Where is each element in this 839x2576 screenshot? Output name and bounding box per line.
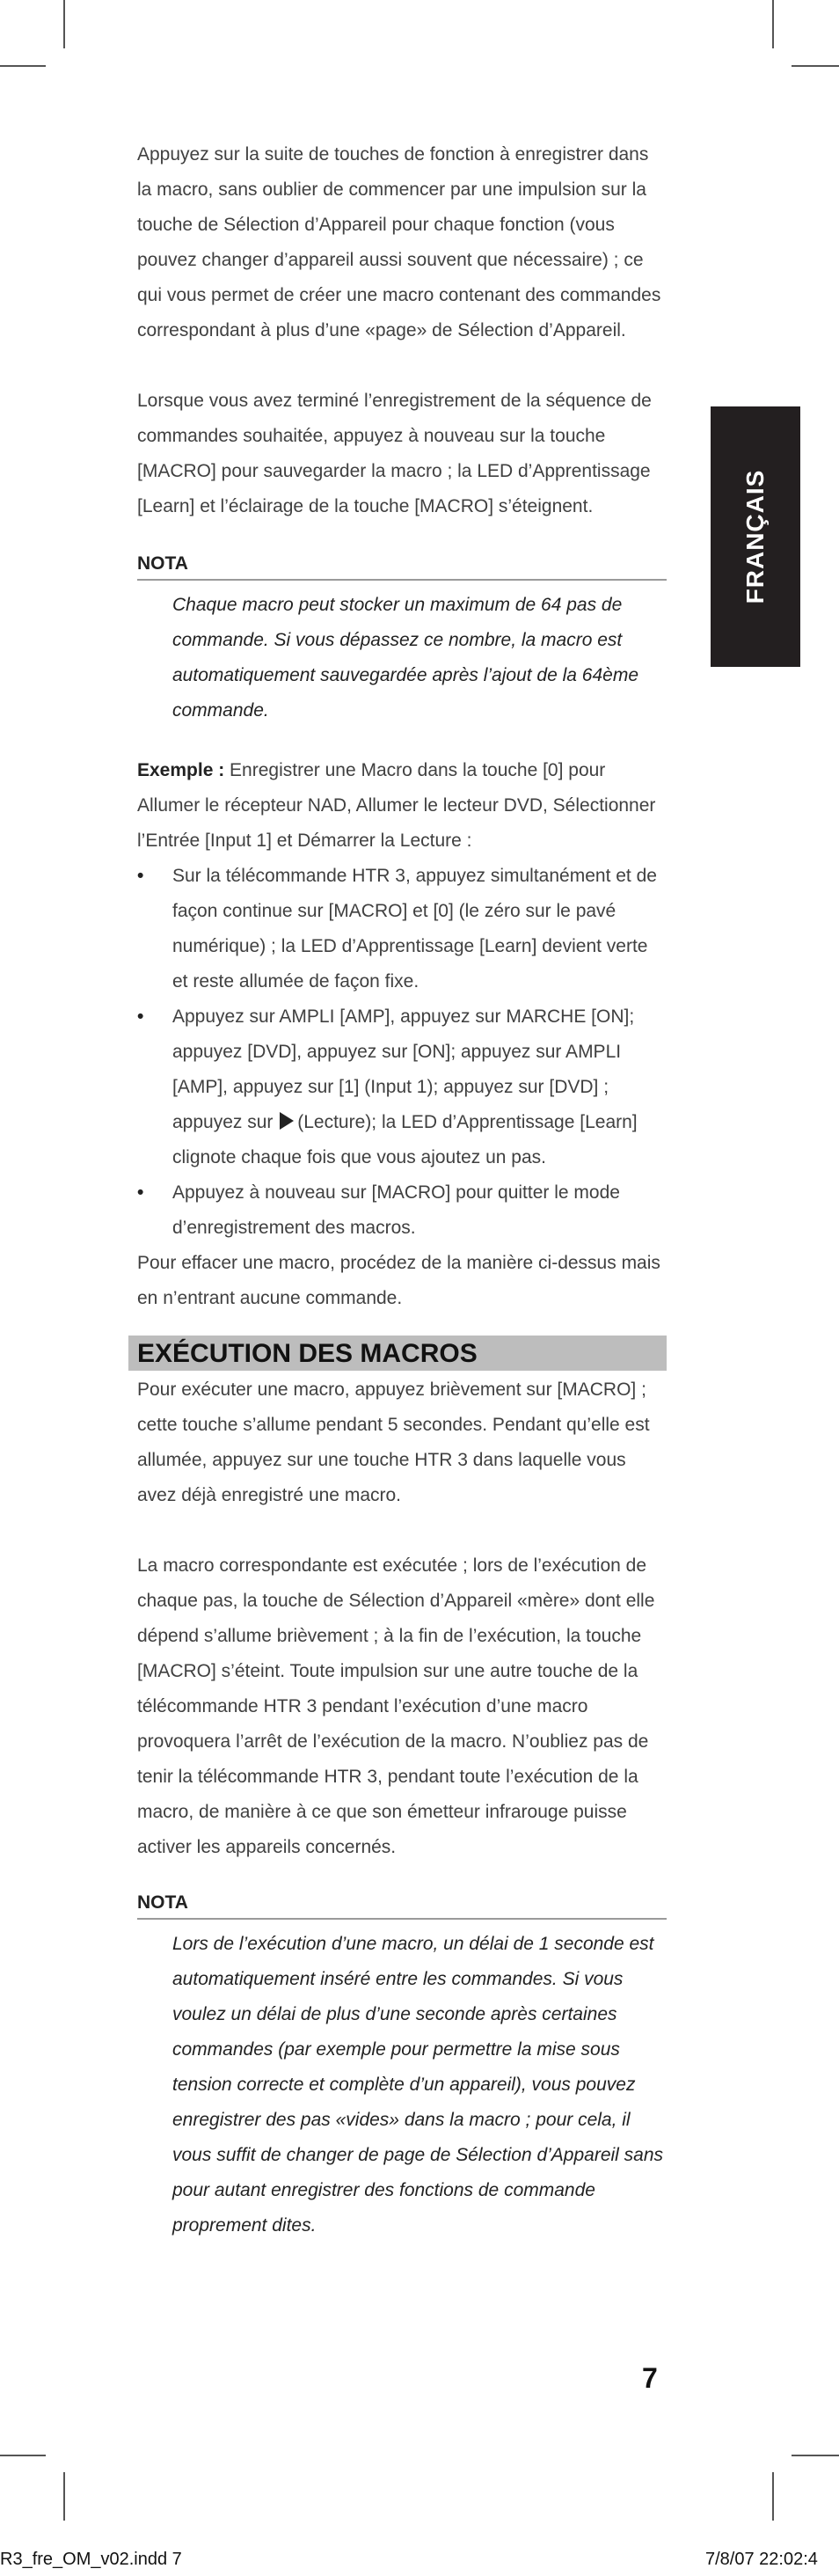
paragraph: Pour exécuter une macro, appuyez brièvement sur [MACRO] ; cette touche s’allume pendant 5 secondes. Pendant qu’elle est allumée, appuyez sur une touche HTR 3 dans laquelle vous avez déjà enregistré une macro.: [137, 1379, 650, 1505]
list-item-text: Appuyez sur AMPLI [AMP], appuyez sur MARCHE [ON]; appuyez [DVD], appuyez sur [ON]; appuyez sur AMPLI [AMP], appuyez sur [1] (Input 1); appuyez sur [DVD] ; appuyez sur: [172, 1006, 635, 1132]
footer-timestamp: 7/8/07 22:02:4: [705, 2550, 818, 2569]
example-section: [137, 753, 665, 1316]
crop-mark: [792, 65, 839, 67]
note-label: NOTA: [137, 1892, 188, 1913]
list-item-text: Appuyez à nouveau sur [MACRO] pour quitter le mode d’enregistrement des macros.: [172, 1182, 620, 1238]
play-icon: [280, 1112, 294, 1130]
list-item: [137, 999, 665, 1175]
crop-mark: [792, 2455, 839, 2456]
list-item: [137, 1175, 665, 1246]
note-text: Lors de l’exécution d’une macro, un délai de 1 seconde est automatiquement inséré entre les commandes. Si vous voulez un délai de plus d’une seconde après certaines commandes (par exemple pour permettre la mise sous tension correcte et complète d’un appareil), vous pouvez enregistrer des pas «vides» dans la macro ; pour cela, il vous suffit de changer de page de Sélection d’Appareil sans pour autant enregistrer des fonctions de commande proprement dites.: [172, 1934, 664, 2236]
section-heading: EXÉCUTION DES MACROS: [137, 1339, 478, 1368]
page-number: 7: [642, 2362, 658, 2394]
bullet-icon: •: [137, 866, 144, 886]
crop-mark: [63, 0, 65, 48]
paragraph: Pour effacer une macro, procédez de la manière ci-dessus mais en n’entrant aucune commande.: [137, 1253, 660, 1308]
note-divider: [137, 1918, 667, 1920]
language-tab: [711, 406, 800, 667]
paragraph: Lorsque vous avez terminé l’enregistrement de la séquence de commandes souhaitée, appuyez à nouveau sur la touche [MACRO] pour sauvegarder la macro ; la LED d’Apprentissage [Learn] et l’éclairage de la touche [MACRO] s’éteignent.: [137, 391, 652, 516]
bullet-icon: •: [137, 1182, 144, 1203]
list-item: [137, 859, 665, 999]
example-text: Enregistrer une Macro dans la touche [0] pour Allumer le récepteur NAD, Allumer le lecteur DVD, Sélectionner l’Entrée [Input 1] et Démarrer la Lecture :: [137, 760, 656, 851]
bullet-icon: •: [137, 1006, 144, 1027]
note-text: Chaque macro peut stocker un maximum de 64 pas de commande. Si vous dépassez ce nombre, la macro est automatiquement sauvegardée après l’ajout de la 64ème commande.: [172, 595, 639, 721]
example-label: Exemple :: [137, 760, 225, 780]
crop-mark: [772, 0, 774, 48]
crop-mark: [0, 2455, 46, 2456]
note-divider: [137, 579, 667, 581]
note-box: [137, 1890, 665, 2243]
crop-mark: [772, 2472, 774, 2521]
footer-filename: R3_fre_OM_v02.indd 7: [0, 2550, 182, 2569]
crop-mark: [63, 2472, 65, 2521]
paragraph: La macro correspondante est exécutée ; lors de l’exécution de chaque pas, la touche de Sélection d’Appareil «mère» dont elle dépend s’allume brièvement ; à la fin de l’exécution, la touche [MACRO] s’éteint. Toute impulsion sur une autre touche de la télécommande HTR 3 pendant l’exécution d’une macro provoquera l’arrêt de l’exécution de la macro. N’oubliez pas de tenir la télécommande HTR 3, pendant toute l’exécution de la macro, de manière à ce que son émetteur infrarouge puisse activer les appareils concernés.: [137, 1555, 655, 1857]
list-item-text: Sur la télécommande HTR 3, appuyez simultanément et de façon continue sur [MACRO] et [0] (le zéro sur le pavé numérique) ; la LED d’Apprentissage [Learn] devient verte et reste allumée de façon fixe.: [172, 866, 657, 992]
intro-text: [137, 137, 665, 524]
example-intro: [137, 753, 665, 859]
crop-mark: [0, 65, 46, 67]
example-steps: [137, 859, 665, 1246]
language-tab-label: FRANÇAIS: [741, 469, 769, 604]
section-text: [137, 1372, 665, 1865]
note-label: NOTA: [137, 553, 188, 574]
note-box: [137, 551, 665, 728]
paragraph: Appuyez sur la suite de touches de fonction à enregistrer dans la macro, sans oublier de commencer par une impulsion sur la touche de Sélection d’Appareil pour chaque fonction (vous pouvez changer d’appareil aussi souvent que nécessaire) ; ce qui vous permet de créer une macro contenant des commandes correspondant à plus d’une «page» de Sélection d’Appareil.: [137, 144, 661, 340]
list-item-text: (Lecture); la LED d’Apprentissage [Learn] clignote chaque fois que vous ajoutez un pas.: [172, 1112, 638, 1167]
